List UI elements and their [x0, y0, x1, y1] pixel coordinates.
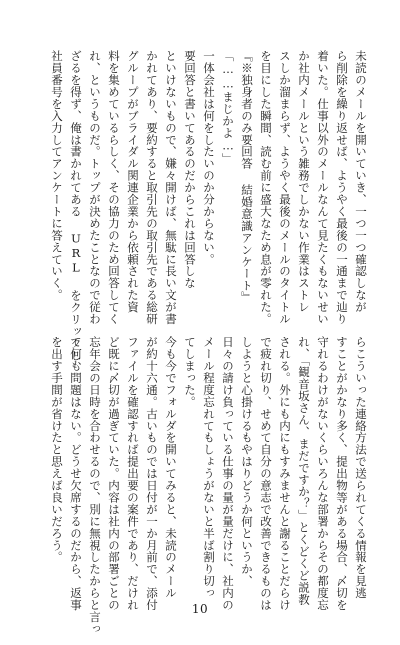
text-line: てしまった。	[183, 336, 197, 408]
text-line: 料を集めているらしく、その協力のため回答してく	[107, 50, 121, 325]
text-line: 一体会社は何をしたいのか分からない。	[202, 50, 216, 266]
text-line: 「……まじかよ…」	[221, 50, 235, 166]
text-line: ど既に〆切が過ぎていた。内容は社内の部署ごとの	[107, 336, 121, 611]
text-line: て何も問題はない。どうせ欠席するのだから、返事	[69, 336, 83, 611]
text-line: スしか溜まらず、ようやく最後のメールのタイトル	[278, 50, 292, 325]
text-line: ら削除を繰り返せば、ようやく最後の一通まで辿り	[335, 50, 349, 325]
text-line: 要回答と書いてあるのだからこれは回答しな	[183, 50, 197, 289]
text-line: すことがかなり多く、提出物等がある場合、〆切を	[335, 336, 349, 611]
text-line: 守れるわけがないくらいろんな部署からその都度忘	[316, 336, 330, 611]
page-number: 10	[191, 602, 209, 616]
text-line: ファイルを確認すれば提出要の案件であり、だけれ	[126, 336, 140, 611]
text-line: かれてあり、要約すると取引先の取引先である総研	[145, 50, 159, 325]
text-line: される。外にも内にもすみませんと謝ることだらけ	[278, 336, 292, 611]
text-line: らこういった連絡方法で送られてくる情報を見逃	[354, 336, 368, 599]
text-line: で疲れ切り、せめて自分の意志で改善できるものは	[259, 336, 273, 611]
text-line: れ、「観音坂さん、まだですか？」とくどくど説教	[297, 336, 311, 606]
text-line: ざるを得ず、俺は書かれてある URL をクリックし、	[69, 50, 83, 374]
text-line: メール程度忘れてもしょうがないと半ば割り切っ	[202, 336, 216, 599]
text-line: 忘年会の日時を合わせるので、別に無視したからと言っ	[88, 336, 102, 635]
text-line: しようと心掛けるもやはりどうか何というか、	[240, 336, 254, 587]
text-line: といけないもので、嫌々開けば、無駄に長い文が書	[164, 50, 178, 325]
text-line: が約十六通。古いものでは日付が一か月前で、添付	[145, 336, 159, 611]
text-line: 日々の請け負っている仕事の量が量だけに、社内の	[221, 336, 235, 611]
text-line: 着いた。仕事以外のメールなんて見たくもないせい	[316, 50, 330, 325]
text-line: か社内メールという雑務でしかない作業はストレ	[297, 50, 311, 313]
text-line: 『※独身者のみ要回答 結婚意識アンケート』	[240, 50, 254, 304]
text-line: グループがブライダル関連企業から依頼された資	[126, 50, 140, 313]
text-line: 社員番号を入力してアンケートに答えていく。	[50, 50, 64, 301]
text-line: を出す手間が省けたと思えば良いだろう。	[50, 336, 64, 564]
text-line: を目にした瞬間、読む前に盛大なため息が零れた。	[259, 50, 273, 325]
text-line: 未読のメールを開いていき、一つ一つ確認しなが	[354, 50, 368, 313]
text-line: れ、というものだ。トップが決めたことなので従わ	[88, 50, 102, 325]
text-line: 今も今でフォルダを開いてみると、未読のメール	[164, 336, 178, 599]
